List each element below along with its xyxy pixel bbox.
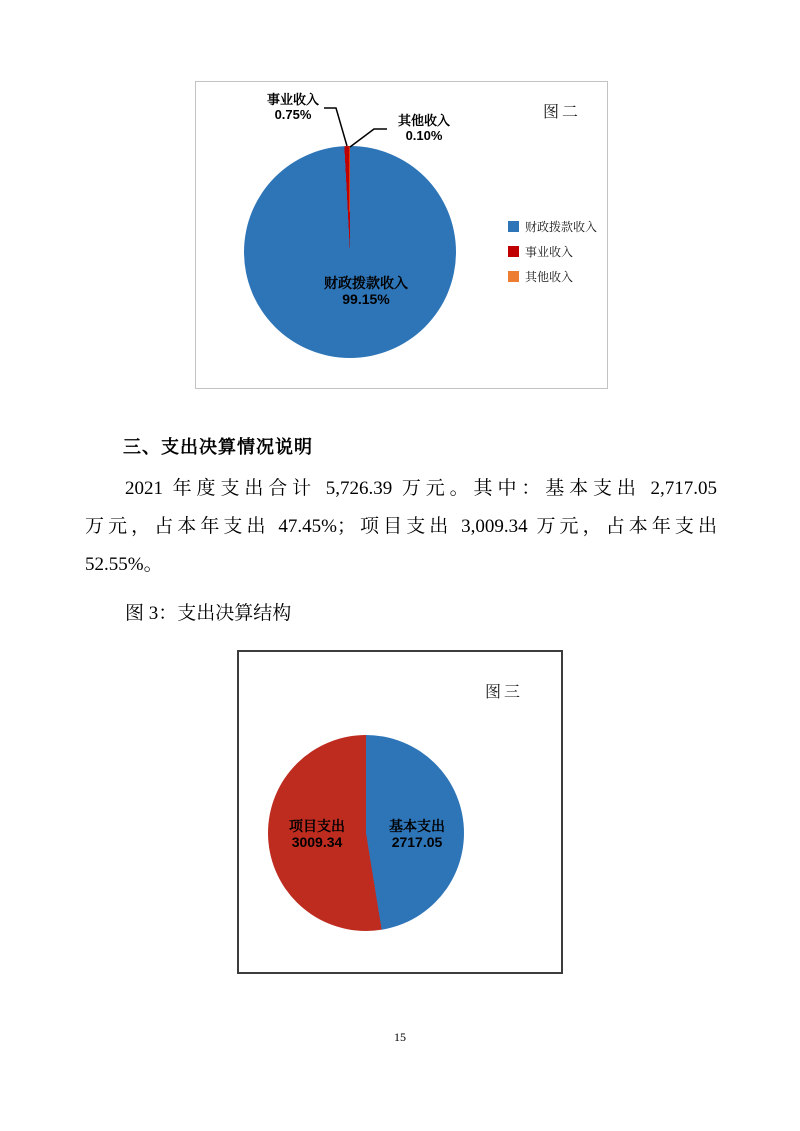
callout-other-income-value: 0.10% bbox=[405, 128, 443, 143]
legend-item-business-label: 事业收入 bbox=[525, 245, 574, 259]
figure3-label: 图三 bbox=[485, 684, 524, 701]
callout-other-income bbox=[379, 113, 469, 143]
expenditure-pie-chart-figure bbox=[237, 650, 563, 974]
basic-expense-slice-label bbox=[362, 818, 472, 850]
callout-other-income-label: 其他收入 bbox=[397, 113, 450, 128]
callout-business-income-value: 0.75% bbox=[274, 107, 312, 122]
body-paragraph bbox=[85, 470, 717, 584]
project-expense-label-text: 项目支出 bbox=[289, 818, 345, 834]
fiscal-income-swatch-icon bbox=[508, 221, 519, 232]
business-income-swatch-icon bbox=[508, 246, 519, 257]
figure3-caption: 图 3：支出决算结构 bbox=[125, 603, 292, 624]
callout-business-income-label: 事业收入 bbox=[266, 92, 319, 107]
legend-item-other bbox=[508, 268, 597, 285]
basic-expense-label-text: 基本支出 bbox=[389, 818, 445, 834]
income-pie-chart-figure bbox=[195, 81, 608, 389]
income-pie-main-label-value: 99.15% bbox=[342, 291, 390, 307]
legend-item-business bbox=[508, 243, 597, 260]
figure2-label: 图二 bbox=[543, 104, 582, 121]
page-number: 15 bbox=[394, 1030, 406, 1044]
legend-item-fiscal bbox=[508, 218, 597, 235]
legend-item-fiscal-label: 财政拨款收入 bbox=[525, 220, 598, 234]
callout-business-income bbox=[248, 92, 338, 122]
paragraph-line-3: 52.55%。 bbox=[85, 554, 163, 575]
paragraph-line-1: 2021 年度支出合计 5,726.39 万元。其中：基本支出 2,717.05 bbox=[125, 478, 717, 499]
income-chart-legend bbox=[508, 218, 597, 293]
other-income-swatch-icon bbox=[508, 271, 519, 282]
paragraph-line-2: 万元，占本年支出 47.45%；项目支出 3,009.34 万元，占本年支出 bbox=[85, 516, 717, 537]
income-pie-main-label-text: 财政拨款收入 bbox=[324, 275, 408, 291]
income-pie bbox=[244, 146, 456, 358]
basic-expense-label-value: 2717.05 bbox=[391, 834, 443, 850]
legend-item-other-label: 其他收入 bbox=[525, 270, 574, 284]
project-expense-label-value: 3009.34 bbox=[291, 834, 343, 850]
project-expense-slice-label bbox=[262, 818, 372, 850]
section-heading: 三、支出决算情况说明 bbox=[123, 437, 313, 457]
income-pie-main-label bbox=[296, 276, 436, 306]
